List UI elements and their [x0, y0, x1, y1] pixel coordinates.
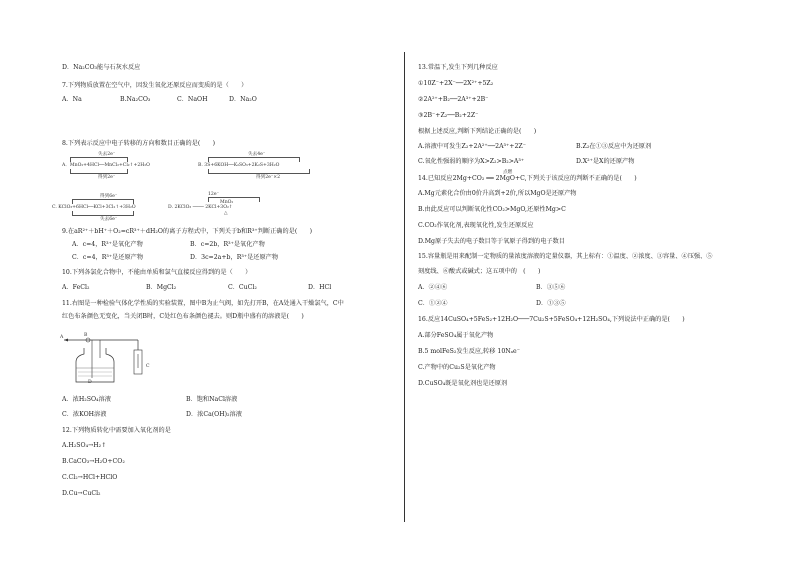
q11-option-c: C．浓KOH溶液 — [62, 411, 107, 418]
q8-d-top-bracket — [208, 197, 260, 202]
q11-label-a: A — [60, 335, 64, 340]
q15-option-c: C．①②④ — [418, 300, 448, 307]
q8-c-bottom-bracket — [72, 211, 134, 216]
q9-option-a: A．c=4，R³⁺是氧化产物 — [72, 241, 143, 248]
q11-label-c: C — [146, 364, 150, 369]
q8-d-catalyst: MnO₂ — [220, 200, 234, 205]
q16-option-d: D.CuSO₄既是氧化剂也是还原剂 — [418, 380, 508, 387]
q11-stem-line1: 11.右图是一种检验气体化学性质的实验装置，图中B为止气阀，如先打开B，在A处通入干燥氯气，C中 — [62, 300, 344, 307]
q10-option-d: D．HCl — [308, 284, 332, 291]
q14-option-b: B.由此反应可以判断氧化性CO₂>MgO,还原性Mg>C — [418, 206, 566, 213]
q8-c-top-bracket — [72, 199, 134, 204]
q8-c-equation: C. KClO₃+6HCl──KCl+3Cl₂↑+3H₂O — [52, 205, 136, 210]
q10-option-c: C．CuCl₂ — [228, 284, 257, 291]
q13-option-d: D.X²⁺是X的还原产物 — [576, 158, 635, 165]
q10-option-a: A．FeCl₂ — [62, 284, 90, 291]
q8-a-bottom-label: 得到2e⁻ — [98, 175, 116, 180]
q7-option-b: B.Na₂CO₃ — [120, 96, 151, 103]
q14-stem: 14.已知反应2Mg+CO₂ ══ 2MgO+C,下列关于该反应的判断不正确的是( ) — [418, 175, 637, 182]
q12-option-a: A.H₂SO₄→H₂↑ — [62, 442, 107, 449]
q8-c-bottom-label: 失去6e⁻ — [100, 217, 118, 222]
q8-a-bottom-bracket — [70, 169, 128, 174]
q16-option-b: B.5 molFeS₂发生反应,转移 10Nₐe⁻ — [418, 348, 520, 355]
q13-option-a: A.溶液中可发生Z₂+2A²⁺──2A³⁺+2Z⁻ — [418, 143, 526, 150]
q8-d-top-label: 12e⁻ — [208, 192, 219, 197]
q7-stem: 7.下列物质放置在空气中，因发生氧化还原反应而变质的是（ ） — [62, 82, 248, 89]
q8-a-top-label: 失去2e⁻ — [98, 152, 116, 157]
q8-b-equation: B. 3S+6KOH──K₂SO₃+2K₂S+3H₂O — [198, 163, 280, 168]
q8-b-bottom-label: 得到2e⁻×2 — [256, 175, 281, 180]
q16-stem: 16.反应14CuSO₄+5FeS₂+12H₂O───7Cu₂S+5FeSO₄+12H₂SO₄,下列说法中正确的是( ) — [418, 316, 685, 323]
q11-option-a: A．浓H₂SO₄溶液 — [62, 396, 111, 403]
q8-c-top-label: 得到6e⁻ — [100, 194, 118, 199]
q8-b-bottom-bracket — [208, 169, 310, 174]
q15-stem-line1: 15.容量瓶是用来配制一定物质的量浓度溶液的定量仪器，其上标有：①温度、②浓度、③容量、④压强、⑤ — [418, 253, 713, 260]
q9-option-d: D．3c=2a+b，R³⁺是还原产物 — [190, 254, 279, 261]
q13-eq-3: ③2B⁻+Z₂──B₂+2Z⁻ — [418, 112, 479, 119]
q15-option-d: D．①③⑤ — [536, 300, 566, 307]
q8-d-equation: D. 2KClO₃ ──── 2KCl+3O₂↑ — [168, 205, 233, 210]
q10-stem: 10.下列各氯化合物中，不能由单质和氯气直接反应得到的是（ ） — [62, 269, 252, 276]
q15-option-b: B．③⑤⑥ — [536, 284, 566, 291]
q16-option-a: A.部分FeSO₄属于氧化产物 — [418, 332, 494, 339]
column-divider — [404, 52, 405, 522]
q8-b-top-bracket — [208, 157, 300, 162]
q13-stem: 13.常温下,发生下列几种反应 — [418, 64, 498, 71]
q9-option-c: C．c=4，R³⁺是还原产物 — [72, 254, 144, 261]
q8-stem: 8.下列表示反应中电子转移的方向和数目正确的是( ) — [62, 140, 216, 147]
q12-option-b: B.CaCO₃→H₂O+CO₂ — [62, 458, 125, 465]
q12-stem: 12.下列物质转化中需要加入氧化剂的是 — [62, 427, 171, 434]
q12-option-c: C.Cl₂→HCl+HClO — [62, 474, 118, 481]
q16-option-c: C.产物中的Cu₂S是氧化产物 — [418, 364, 496, 371]
q13-eq-1: ①10Z⁻+2X⁻──2X²⁺+5Z₂ — [418, 80, 494, 87]
q9-option-b: B．c=2b，R³⁺是氧化产物 — [190, 241, 265, 248]
q13-ask: 根据上述反应,判断下列结论正确的是( ) — [418, 128, 537, 135]
q11-option-d: D．浓Ca(OH)₂溶液 — [186, 411, 242, 418]
q14-condition: 点燃 — [503, 170, 513, 175]
q8-a-top-bracket — [70, 157, 128, 162]
q14-option-d: D.Mg原子失去的电子数目等于氧原子得到的电子数目 — [418, 238, 565, 245]
q12-option-d: D.Cu→CuCl₂ — [62, 490, 101, 497]
q8-a-equation: A．MnO₂+4HCl──MnCl₂+Cl₂↑+2H₂O — [62, 163, 150, 168]
q9-stem: 9.在aR²⁺＋bH⁺＋O₂=cR³⁺＋dH₂O的离子方程式中，下列关于b和R³⁺判断正确的是( ) — [62, 228, 313, 235]
q6-option-d: D．Na₂CO₃能与石灰水反应 — [62, 64, 141, 71]
q13-option-c: C.氧化性强弱的顺序为X>Z₂>B₂>A³⁺ — [418, 158, 525, 165]
q11-label-b: B — [84, 333, 88, 338]
q11-option-b: B．饱和NaCl溶液 — [186, 396, 238, 403]
q15-option-a: A．②④⑥ — [418, 284, 448, 291]
q13-eq-2: ②2A²⁺+B₂──2A³⁺+2B⁻ — [418, 96, 489, 103]
q13-option-b: B.Z₂在①③反应中为还原剂 — [576, 143, 652, 150]
q7-option-c: C．NaOH — [177, 96, 208, 103]
q11-stem-line2: 红色布条颜色无变化，当关闭B时，C处红色布条颜色褪去。则D瓶中盛有的溶液是( ) — [62, 313, 304, 320]
q15-stem-line2: 刻度线、⑥酸式或碱式；这五项中的 ( ) — [418, 268, 541, 275]
q14-option-a: A.Mg元素化合价由0价升高到+2价,所以MgO是还原产物 — [418, 190, 577, 197]
q11-apparatus-diagram — [58, 328, 158, 388]
q8-d-heat: △ — [224, 211, 228, 216]
q10-option-b: B．MgCl₂ — [146, 284, 177, 291]
q8-b-top-label: 失去4e⁻ — [248, 152, 266, 157]
q14-option-c: C.CO₂作氧化剂,表现氧化性,发生还原反应 — [418, 222, 534, 229]
q7-option-d: D．Na₂O — [229, 96, 257, 103]
q11-label-d: D — [88, 380, 92, 385]
q7-option-a: A．Na — [62, 96, 82, 103]
